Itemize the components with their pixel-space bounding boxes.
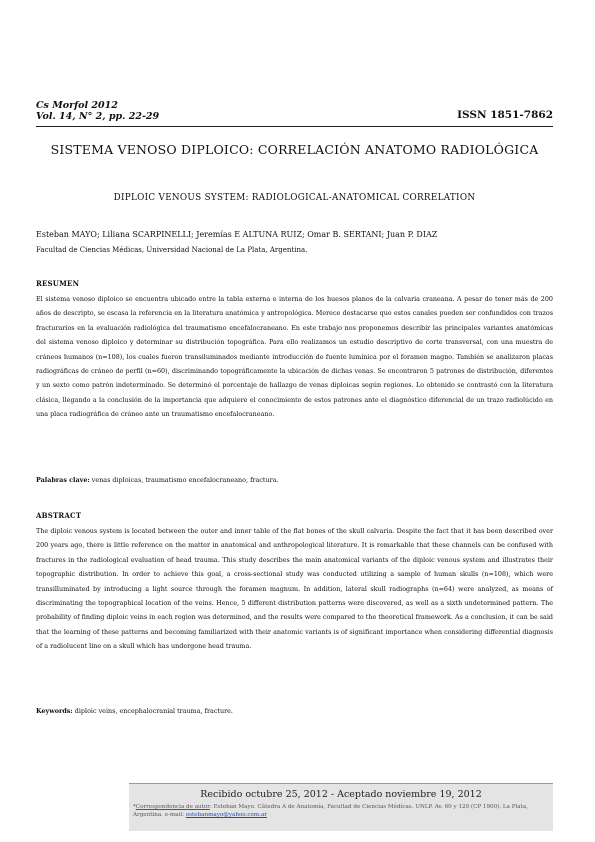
journal-citation: [36, 100, 159, 122]
abstract-keywords-value: diploic veins, encephalocranial trauma, fracture.: [74, 707, 233, 715]
resumen-keywords-label: Palabras clave:: [36, 476, 90, 484]
received-accepted-dates: Recibido octubre 25, 2012 - Aceptado noviembre 19, 2012: [200, 789, 482, 800]
abstract-heading: ABSTRACT: [36, 511, 82, 520]
abstract-text: The diploic venous system is located between the outer and inner table of the flat bones of the skull calvaria. Despite the fact that it has been described over 200 years ago, there is little reference on the matter in anatomical and anthropological literature. It is remarkable that these channels can be confused with fractures in the radiological evaluation of head trauma. This study describes the main anatomical variants of the diploic venous system and illustrates their topographic distribution. In order to achieve this goal, a cross-sectional study was conducted utilizing a sample of human skulls (n=108), which were transilluminated by introducing a light source through the foramen magnum. In addition, lateral skull radiographs (n=64) were analyzed, as means of discriminating the topographical location of the veins. Hence, 5 different distribution patterns were discovered, as well as a sixth undetermined pattern. The probability of finding diploic veins in each region was determined, and the results were compared to the theoretical framework. As a conclusion, it can be said that the learning of these patterns and becoming familiarized with their anatomic variants is of significant importance when considering differential diagnosis of a radiolucent line on a skull which has undergone head trauma.: [36, 527, 553, 651]
resumen-keywords: [36, 476, 278, 484]
abstract-keywords: [36, 707, 233, 715]
abstract-keywords-label: Keywords:: [36, 707, 73, 715]
header-divider: [36, 126, 553, 127]
resumen-keywords-value: venas diploicas, traumatismo encefalocraneano, fractura.: [91, 476, 279, 484]
resumen-text: El sistema venoso diploico se encuentra ubicado entre la tabla externa e interna de los huesos planos de la calvaria craneana. A pesar de tener más de 200 años de descripto, se escasa la referencia en la literatura anatómica y antropológica. Merece destacarse que estos canales pueden ser confundidos con trazos fracturarios en la evaluación radiológica del traumatismo encefalocraneano. En este trabajo nos proponemos describir las principales variantes anatómicas del sistema venoso diploico y determinar su distribución topográfica. Para ello realizamos un estudio descriptivo de corte transversal, con una muestra de cráneos humanos (n=108), los cuales fueron transiluminados mediante introducción de fuente lumínica por el foramen magno. También se analizaron placas radiográficas de cráneo de perfil (n=60), discriminando topográficamente la ubicación de dichas venas. Se encontraron 5 patrones de distribución, diferentes y un sexto como patrón indeterminado. Se determinó el porcentaje de hallazgo de venas diploicas según regiones. Lo obtenido se contrastó con la literatura clásica, llegando a la conclusión de la importancia que adquiere el conocimiento de estos patrones ante el diagnóstico diferencial de un trazo radiolúcido en una placa radiográfica de cráneo ante un traumatismo encefalocraneano.: [36, 295, 553, 419]
correspondence-email-link[interactable]: estebanmayo@yahoo.com.ar: [185, 812, 267, 818]
author-list: Esteban MAYO; Liliana SCARPINELLI; Jeremías E ALTUNA RUIZ; Omar B. SERTANI; Juan P. DIAZ: [36, 230, 438, 239]
journal-name: Cs Morfol 2012: [36, 100, 118, 111]
author-affiliation: Facultad de Ciencias Médicas, Universidad Nacional de La Plata, Argentina.: [36, 246, 308, 254]
correspondence-note: [133, 803, 549, 819]
article-subtitle-english: DIPLOIC VENOUS SYSTEM: RADIOLOGICAL-ANATOMICAL CORRELATION: [113, 193, 476, 203]
journal-volume: Vol. 14, N° 2, pp. 22-29: [36, 111, 160, 122]
resumen-heading: RESUMEN: [36, 279, 80, 288]
footer-box: [129, 783, 553, 831]
correspondence-label: Correspondencia de autor: [135, 804, 210, 810]
correspondence-mark: *: [133, 804, 136, 810]
article-title: SISTEMA VENOSO DIPLOICO: CORRELACIÓN ANATOMO RADIOLÓGICA: [50, 142, 539, 157]
issn: ISSN 1851-7862: [457, 109, 553, 121]
correspondence-text: : Esteban Mayo. Cátedra A de Anatomía, Facultad de Ciencias Médicas. UNLP. Av. 60 y 120 (CP 1900). La Plata, Argentina. e-mail:: [133, 804, 528, 818]
